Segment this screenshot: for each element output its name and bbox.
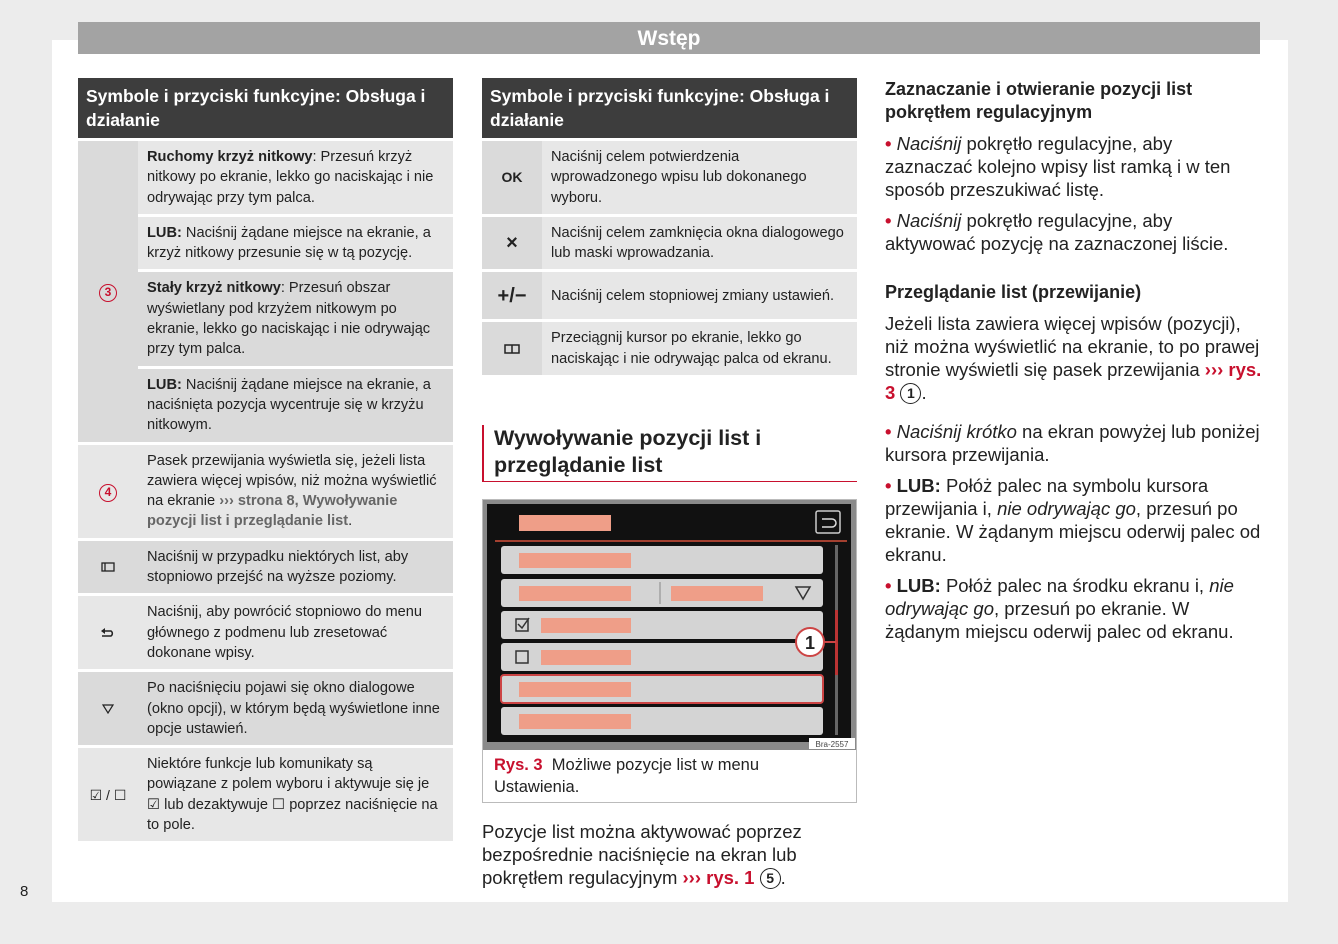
figure-code: Bra-2557 bbox=[815, 740, 849, 750]
bullet: • Naciśnij pokrętło regulacyjne, aby zaznaczać kolejno wpisy list ramką i w ten sposób przeszukiwać listę. bbox=[885, 132, 1263, 201]
symbols-table bbox=[78, 138, 453, 841]
callout-4-icon: 4 bbox=[78, 443, 138, 539]
table-cell: Stały krzyż nitkowy: Przesuń obszar wyświetlany pod krzyżem nitkowym po ekranie, lekko go naciskając i nie odrywając przy tym palca. bbox=[138, 271, 453, 367]
figure-caption: Rys. 3 Możliwe pozycje list w menu Ustawienia. bbox=[494, 756, 760, 797]
triangle-down-icon bbox=[78, 671, 138, 747]
table-row: 4 Pasek przewijania wyświetla się, jeżeli lista zawiera więcej wpisów, niż można wyświetlić na ekranie ››› strona 8, Wywoływanie pozycji list i przeglądanie list. bbox=[78, 443, 453, 539]
page-link[interactable]: ››› strona 8, Wywoływanie pozycji list i przeglądanie list bbox=[147, 493, 398, 530]
figure-callout: 1 bbox=[804, 633, 816, 654]
right-column bbox=[885, 78, 1263, 643]
list-screen-illustration bbox=[483, 500, 856, 750]
close-icon: × bbox=[482, 215, 542, 271]
left-table-title: Symbole i przyciski funkcyjne: Obsługa i działanie bbox=[78, 78, 453, 138]
table-row: × Naciśnij celem zamknięcia okna dialogowego lub maski wprowadzania. bbox=[482, 215, 857, 271]
back-icon bbox=[78, 595, 138, 671]
figure-link[interactable]: ››› rys. 1 bbox=[682, 867, 755, 889]
middle-table-title: Symbole i przyciski funkcyjne: Obsługa i działanie bbox=[482, 78, 857, 138]
callout-3-icon: 3 bbox=[78, 140, 138, 444]
section-title: Wywoływanie pozycji list i przeglądanie list bbox=[482, 425, 857, 482]
table-row: Przeciągnij kursor po ekranie, lekko go naciskając i nie odrywając palca od ekranu. bbox=[482, 321, 857, 375]
table-row: +/− Naciśnij celem stopniowej zmiany ustawień. bbox=[482, 271, 857, 321]
table-row: Po naciśnięciu pojawi się okno dialogowe (okno opcji), w którym będą wyświetlone inne opcje ustawień. bbox=[78, 671, 453, 747]
page-number: 8 bbox=[20, 883, 29, 900]
table-cell: LUB: Naciśnij żądane miejsce na ekranie, a krzyż nitkowy przesunie się w tą pozycję. bbox=[138, 215, 453, 271]
bullet: • LUB: Połóż palec na środku ekranu i, nie odrywając go, przesuń po ekranie. W żądanym miejscu oderwij palec od ekranu. bbox=[885, 574, 1263, 643]
table-cell: LUB: Naciśnij żądane miejsce na ekranie, a naciśnięta pozycja wycentruje się w krzyżu nitkowym. bbox=[138, 367, 453, 443]
bullet: • Naciśnij pokrętło regulacyjne, aby aktywować pozycję na zaznaczonej liście. bbox=[885, 209, 1263, 255]
bullet: • Naciśnij krótko na ekran powyżej lub poniżej kursora przewijania. bbox=[885, 420, 1263, 466]
paragraph: Pozycje list można aktywować poprzez bezpośrednie naciśnięcie na ekran lub pokrętłem regulacyjnym ››› rys. 1 5 . bbox=[482, 821, 802, 889]
subheading: Przeglądanie list (przewijanie) bbox=[885, 282, 1142, 302]
buttons-table bbox=[482, 138, 857, 375]
bullet: • LUB: Połóż palec na symbolu kursora przewijania i, nie odrywając go, przesuń po ekranie. W żądanym miejscu oderwij palec od ekranu. bbox=[885, 474, 1263, 566]
table-row: ☑ / ☐ Niektóre funkcje lub komunikaty są powiązane z polem wyboru i aktywuje się je ☑ lub dezaktywuje ☐ poprzez naciśnięcie na to pole. bbox=[78, 747, 453, 842]
checkbox-icon: ☑ / ☐ bbox=[78, 747, 138, 842]
figure-link[interactable]: ››› rys. 3 bbox=[885, 359, 1262, 403]
table-row: OK Naciśnij celem potwierdzenia wprowadzonego wpisu lub dokonanego wyboru. bbox=[482, 140, 857, 216]
folder-icon bbox=[78, 539, 138, 595]
ok-icon: OK bbox=[482, 140, 542, 216]
cursor-icon bbox=[482, 321, 542, 375]
paragraph: Jeżeli lista zawiera więcej wpisów (pozycji), niż można wyświetlić na ekranie, to po prawej stronie wyświetli się pasek przewijania ››› rys. 3 1 . bbox=[885, 313, 1262, 403]
subheading: Zaznaczanie i otwieranie pozycji list pokrętłem regulacyjnym bbox=[885, 79, 1193, 122]
figure bbox=[482, 499, 857, 803]
chapter-header: Wstęp bbox=[78, 22, 1260, 54]
table-row: Naciśnij, aby powrócić stopniowo do menu głównego z podmenu lub zresetować dokonane wpisy. bbox=[78, 595, 453, 671]
middle-column bbox=[482, 78, 857, 889]
table-cell: Ruchomy krzyż nitkowy: Przesuń krzyż nitkowy po ekranie, lekko go naciskając i nie odrywając przy tym palca. bbox=[138, 140, 453, 216]
plus-minus-icon: +/− bbox=[482, 271, 542, 321]
table-row: Naciśnij w przypadku niektórych list, aby stopniowo przejść na wyższe poziomy. bbox=[78, 539, 453, 595]
left-column bbox=[78, 78, 453, 841]
